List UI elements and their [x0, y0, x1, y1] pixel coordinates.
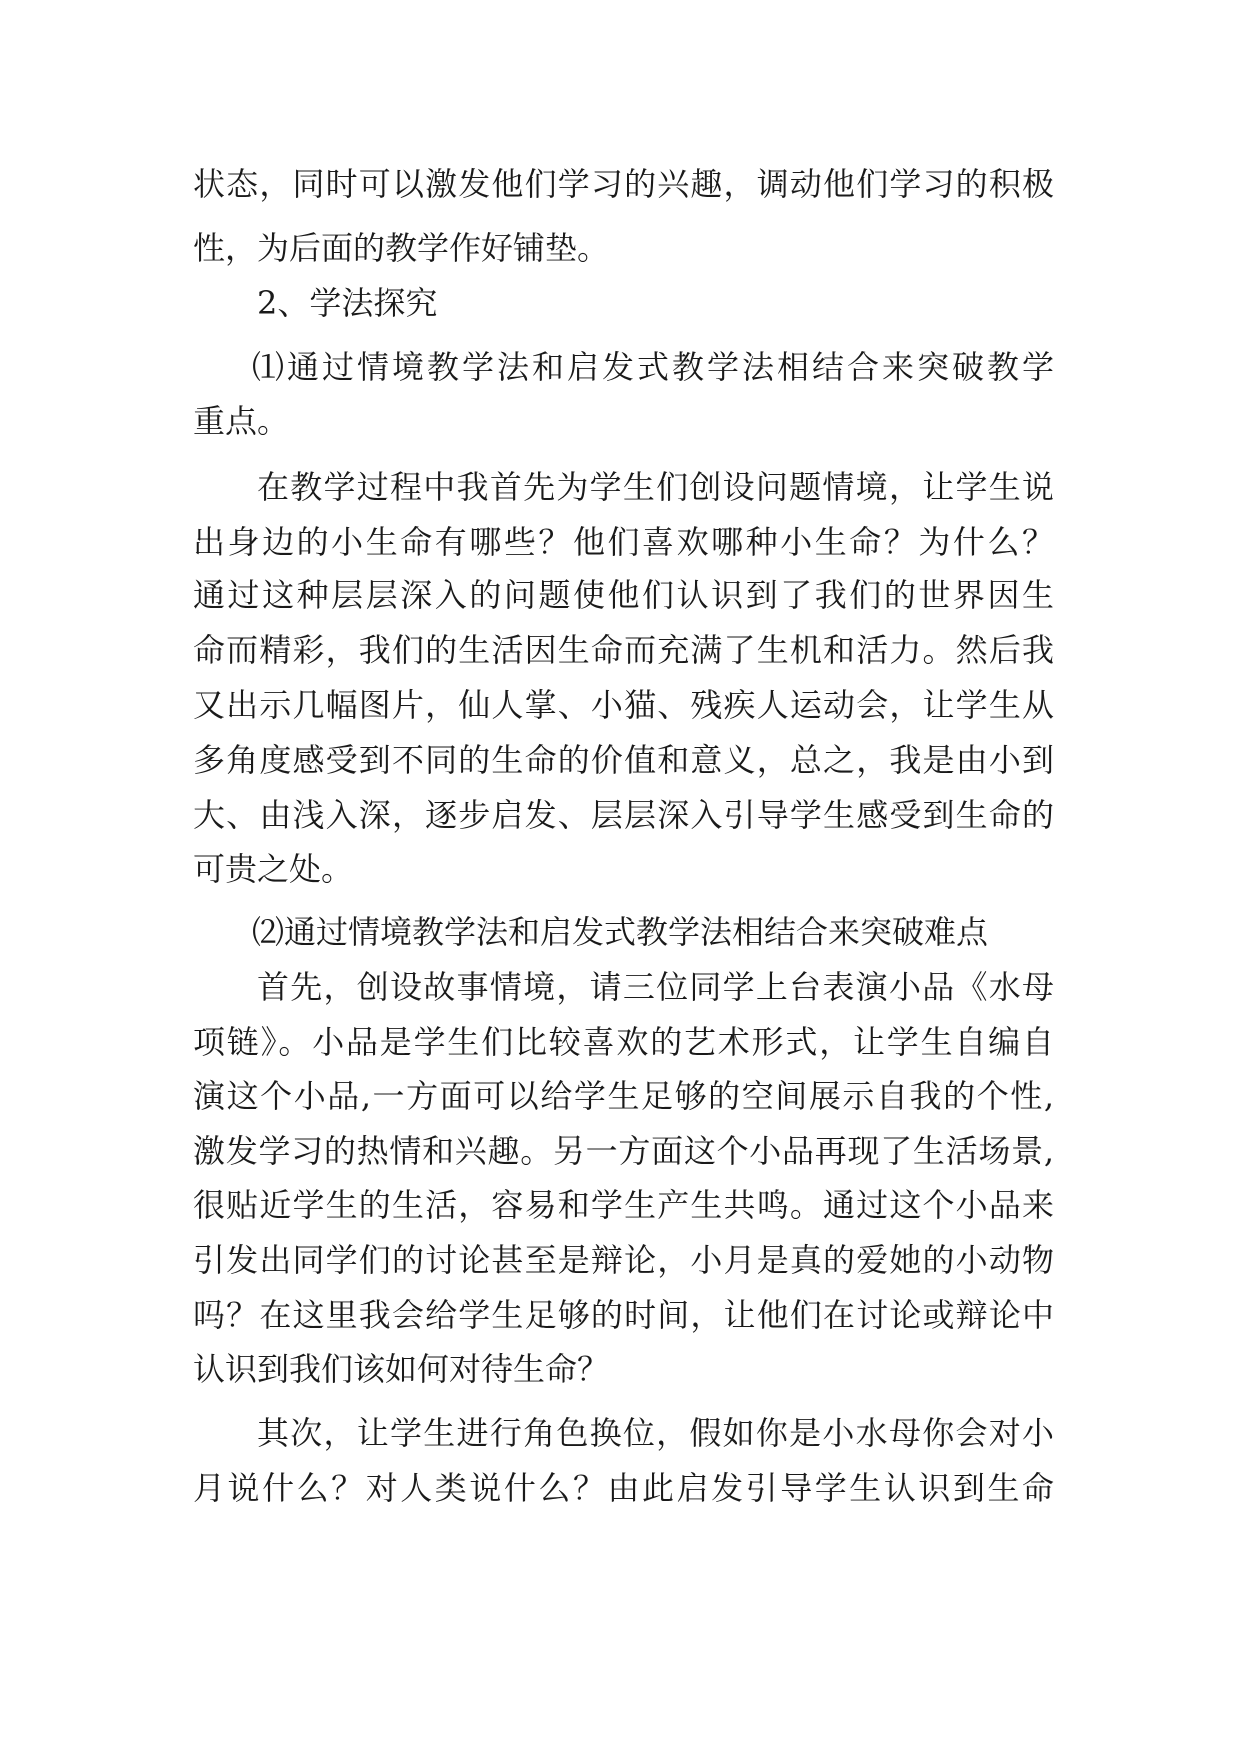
text-line: 通过这种层层深入的问题使他们认识到了我们的世界因生 [193, 576, 1054, 614]
text-line: 引发出同学们的讨论甚至是辩论，小月是真的爱她的小动物 [193, 1241, 1054, 1279]
text-line: 月说什么？对人类说什么？由此启发引导学生认识到生命 [193, 1469, 1054, 1507]
text-line: 演这个小品,一方面可以给学生足够的空间展示自我的个性, [193, 1077, 1054, 1115]
text-line: 其次，让学生进行角色换位，假如你是小水母你会对小 [257, 1414, 1054, 1452]
text-line: 又出示几幅图片，仙人掌、小猫、残疾人运动会，让学生从 [193, 686, 1054, 724]
text-line: 项链》。小品是学生们比较喜欢的艺术形式，让学生自编自 [193, 1023, 1054, 1061]
text-line: 命而精彩，我们的生活因生命而充满了生机和活力。然后我 [193, 631, 1054, 669]
text-line: 吗？在这里我会给学生足够的时间，让他们在讨论或辩论中 [193, 1296, 1054, 1334]
text-line: 重点。 [193, 402, 290, 440]
text-line: 大、由浅入深，逐步启发、层层深入引导学生感受到生命的 [193, 796, 1054, 834]
text-line: 在教学过程中我首先为学生们创设问题情境，让学生说 [257, 468, 1054, 506]
text-line: 状态，同时可以激发他们学习的兴趣，调动他们学习的积极 [193, 165, 1054, 203]
subheading-line: ⑵通过情境教学法和启发式教学法相结合来突破难点 [252, 913, 989, 951]
text-line: 首先，创设故事情境，请三位同学上台表演小品《水母 [257, 968, 1054, 1006]
text-line: 很贴近学生的生活，容易和学生产生共鸣。通过这个小品来 [193, 1186, 1054, 1224]
text-line: 性，为后面的教学作好铺垫。 [193, 229, 610, 267]
text-line: 可贵之处。 [193, 850, 354, 888]
subheading-line: ⑴通过情境教学法和启发式教学法相结合来突破教学 [252, 348, 1054, 386]
section-heading: 2、学法探究 [257, 284, 438, 322]
text-line: 认识到我们该如何对待生命？ [193, 1350, 610, 1388]
text-line: 激发学习的热情和兴趣。另一方面这个小品再现了生活场景, [193, 1132, 1054, 1170]
text-line: 多角度感受到不同的生命的价值和意义，总之，我是由小到 [193, 741, 1054, 779]
text-line: 出身边的小生命有哪些？他们喜欢哪种小生命？为什么？ [193, 523, 1054, 561]
